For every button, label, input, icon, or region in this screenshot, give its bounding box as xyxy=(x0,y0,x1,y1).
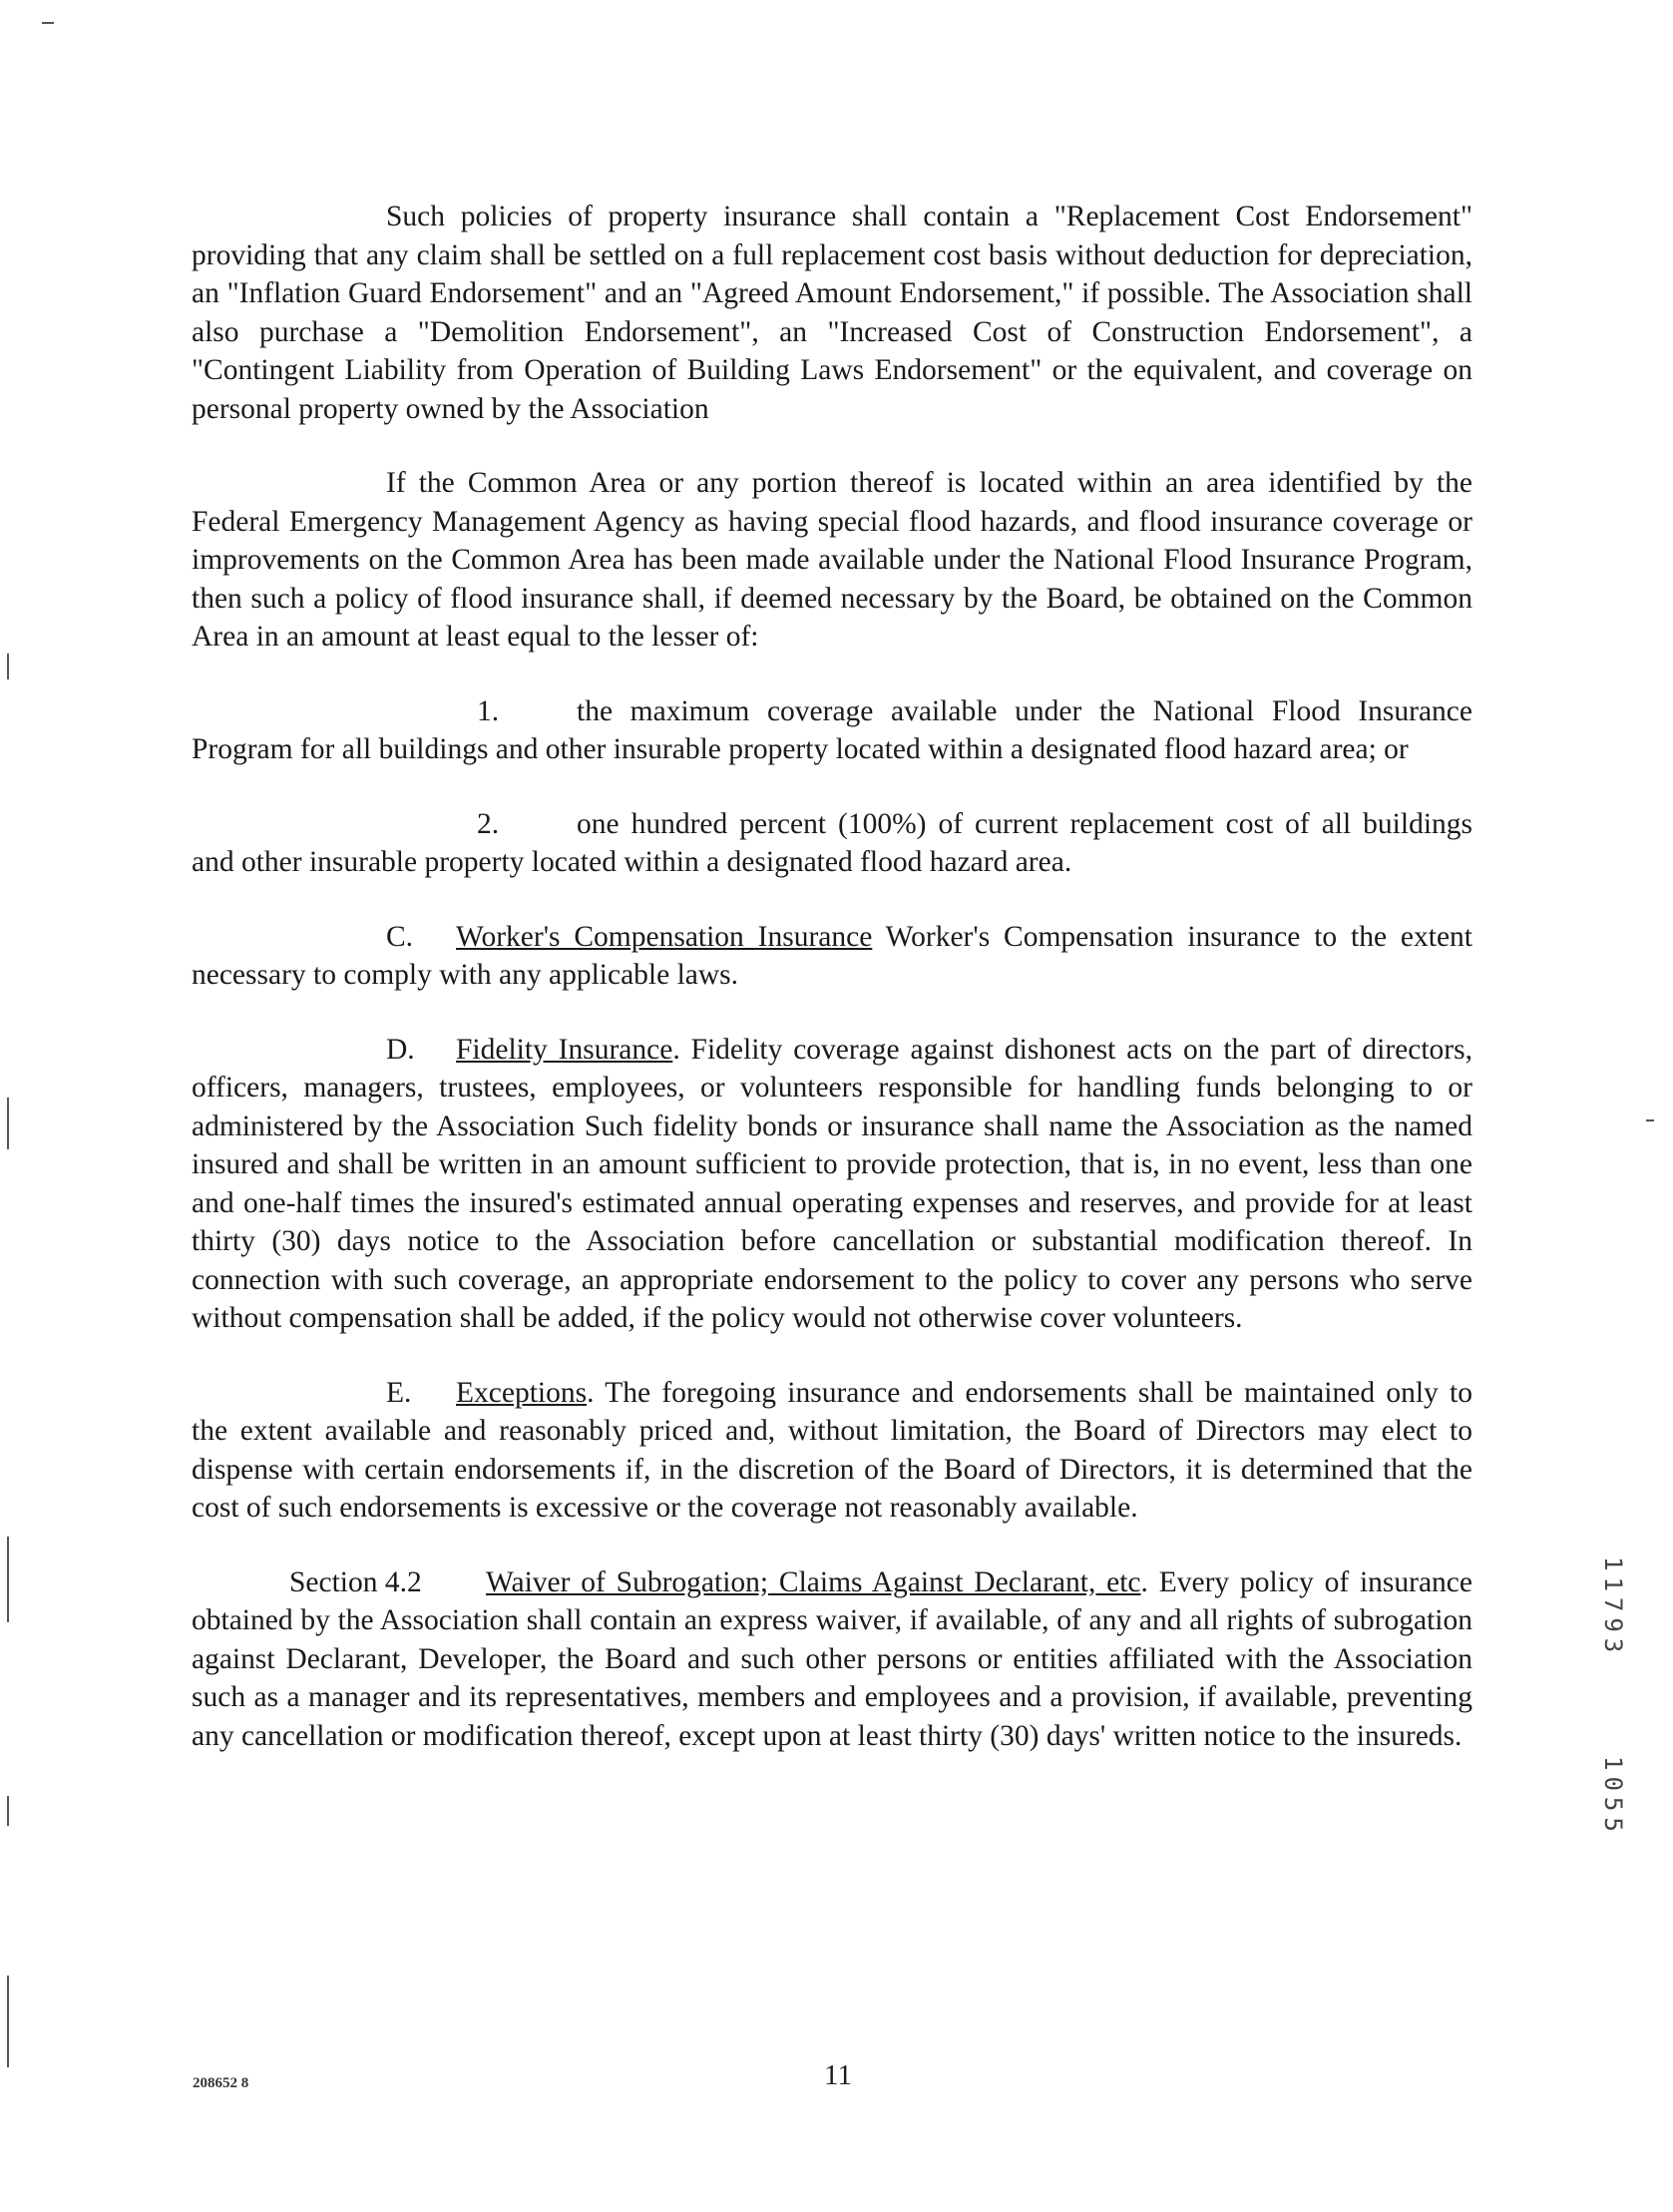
scan-mark-left-5 xyxy=(7,1976,9,2067)
section-d-text: . Fidelity coverage against dishonest acts on the part of directors, officers, managers, trustees, employees, or volunteers responsible for handling funds belonging to or administered by the Association Such fidelity bonds or insurance shall name the Association as the named insured and shall be written in an amount sufficient to provide protection, that is, in no event, less than one and one-half times the insured's estimated annual operating expenses and reserves, and provide for at least thirty (30) days notice to the Association before cancellation or substantial modification thereof. In connection with such coverage, an appropriate endorsement to the policy to cover any persons who serve without compensation shall be added, if the policy would not otherwise cover volunteers. xyxy=(192,1033,1472,1334)
page-number: 11 xyxy=(824,2059,852,2091)
document-body xyxy=(192,198,1472,1791)
section-c-label: C. xyxy=(386,920,414,953)
margin-stamp-top: 11793 xyxy=(1599,1556,1627,1659)
section-4-2-waiver xyxy=(192,1563,1472,1756)
scan-mark-left-4 xyxy=(7,1796,9,1826)
list-item-1-number: 1. xyxy=(477,694,500,727)
section-d-fidelity xyxy=(192,1031,1472,1338)
list-item-2-number: 2. xyxy=(477,807,500,840)
scan-mark-top-left xyxy=(42,22,54,24)
margin-stamp-bottom: 1055 xyxy=(1599,1756,1627,1838)
paragraph-replacement-cost: Such policies of property insurance shall contain a "Replacement Cost Endorsement" providing that any claim shall be settled on a full replacement cost basis without deduction for depreciation, an "Inflation Guard Endorsement" and an "Agreed Amount Endorsement," if possible. The Association shall also purchase a "Demolition Endorsement", an "Increased Cost of Construction Endorsement", a "Contingent Liability from Operation of Building Laws Endorsement" or the equivalent, and coverage on personal property owned by the Association xyxy=(192,201,1472,425)
section-e-label: E. xyxy=(386,1376,412,1409)
list-item-1-text: the maximum coverage available under the National Flood Insurance Program for all buildings and other insurable property located within a designated flood hazard area; or xyxy=(192,694,1472,765)
scan-mark-left-3 xyxy=(7,1537,9,1622)
section-d-label: D. xyxy=(386,1033,415,1066)
section-c-heading: Worker's Compensation Insurance xyxy=(456,920,873,953)
list-item-2-text: one hundred percent (100%) of current replacement cost of all buildings and other insurable property located within a designated flood hazard area. xyxy=(192,807,1472,878)
scan-mark-left-2 xyxy=(7,1098,9,1149)
section-c-text: Worker's Compensation insurance to the extent necessary to comply with any applicable laws. xyxy=(192,920,1472,991)
list-item-1 xyxy=(192,692,1472,769)
section-c-workers-comp xyxy=(192,918,1472,995)
section-4-2-label: Section 4.2 xyxy=(289,1565,422,1598)
section-4-2-heading: Waiver of Subrogation; Claims Against Declarant, etc xyxy=(486,1565,1141,1598)
paragraph-flood-insurance: If the Common Area or any portion thereof is located within an area identified by the Federal Emergency Management Agency as having special flood hazards, and flood insurance coverage or improvements on the Common Area has been made available under the National Flood Insurance Program, then such a policy of flood insurance shall, if deemed necessary by the Board, be obtained on the Common Area in an amount at least equal to the lesser of: xyxy=(192,467,1472,653)
scan-mark-left-1 xyxy=(7,654,9,679)
section-4-2-text: . Every policy of insurance obtained by the Association shall contain an express waiver, if available, of any and all rights of subrogation against Declarant, Developer, the Board and such other persons or entities affiliated with the Association such as a manager and its representatives, members and employees and a provision, if available, preventing any cancellation or modification thereof, except upon at least thirty (30) days' written notice to the insureds. xyxy=(192,1565,1472,1752)
section-e-exceptions xyxy=(192,1374,1472,1528)
section-d-heading: Fidelity Insurance xyxy=(456,1033,673,1066)
scan-mark-right xyxy=(1646,1119,1654,1121)
list-item-2 xyxy=(192,805,1472,882)
section-e-heading: Exceptions xyxy=(456,1376,588,1409)
document-id: 208652 8 xyxy=(193,2075,249,2091)
section-e-text: . The foregoing insurance and endorsements shall be maintained only to the extent available and reasonably priced and, without limitation, the Board of Directors may elect to dispense with certain endorsements if, in the discretion of the Board of Directors, it is determined that the cost of such endorsements is excessive or the coverage not reasonably available. xyxy=(192,1376,1472,1524)
